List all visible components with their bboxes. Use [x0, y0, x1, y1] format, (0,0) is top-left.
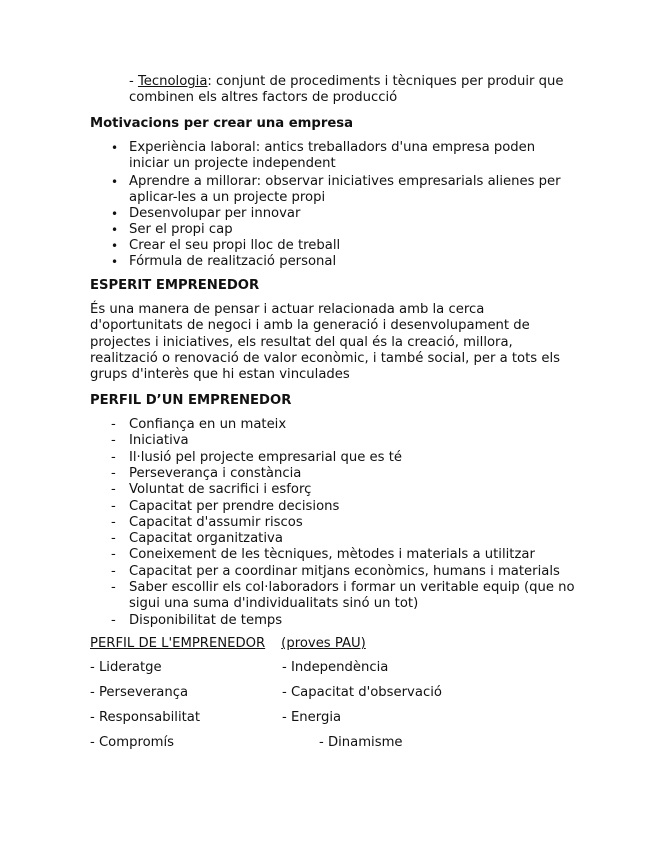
dash-marker: -	[111, 563, 116, 579]
paragraph-line: grups d'interès que hi estan vinculades	[90, 367, 350, 383]
motivacions-heading: Motivacions per crear una empresa	[90, 116, 354, 131]
paragraph-line: projectes i iniciatives, els resultat del qual és la creació, millora,	[90, 334, 513, 350]
dash-marker: -	[111, 433, 116, 449]
perfil-pau-heading	[90, 636, 366, 652]
paragraph-line: És una manera de pensar i actuar relacionada amb la cerca	[90, 302, 485, 317]
trait-left: - Lideratge	[90, 660, 162, 675]
list-item: Iniciativa	[129, 433, 189, 449]
dash-marker: -	[111, 514, 116, 530]
perfil-pau-note: (proves PAU)	[281, 636, 366, 651]
bullet-icon: •	[111, 141, 119, 155]
intro-dash: -	[129, 74, 138, 89]
list-item: Ser el propi cap	[129, 222, 233, 237]
trait-left: - Responsabilitat	[90, 710, 201, 725]
trait-right: - Dinamisme	[319, 735, 403, 750]
list-item: Capacitat organitzativa	[129, 531, 283, 547]
dash-marker: -	[111, 482, 116, 498]
trait-right: - Energia	[282, 710, 342, 725]
list-item: Perseverança i constància	[129, 465, 302, 481]
list-item: aplicar-les a un projecte propi	[129, 190, 326, 205]
bullet-icon: •	[111, 239, 119, 253]
bullet-icon: •	[111, 255, 119, 269]
bullet-icon: •	[111, 223, 119, 237]
dash-marker: -	[111, 465, 116, 481]
list-item: Capacitat per a coordinar mitjans econòmics, humans i materials	[129, 563, 560, 579]
list-item: Experiència laboral: antics treballadors d'una empresa poden	[129, 140, 536, 155]
dash-marker: -	[111, 580, 116, 595]
intro-line-1	[129, 74, 564, 90]
bullet-icon: •	[111, 207, 119, 221]
bullet-icon: •	[111, 175, 119, 189]
dash-marker: -	[111, 547, 116, 563]
trait-right: - Capacitat d'observació	[282, 685, 442, 700]
intro-term: Tecnologia	[137, 74, 208, 89]
paragraph-line: d'oportunitats de negoci i amb la generació i desenvolupament de	[90, 318, 530, 334]
list-item: Voluntat de sacrifici i esforç	[129, 482, 312, 498]
list-item: Capacitat per prendre decisions	[129, 498, 340, 514]
perfil-pau-title: PERFIL DE L'EMPRENEDOR	[90, 636, 266, 651]
perfil-heading: PERFIL D’UN EMPRENEDOR	[90, 393, 292, 408]
dash-marker: -	[111, 417, 116, 432]
trait-right: - Independència	[282, 660, 389, 675]
list-item: Disponibilitat de temps	[129, 612, 283, 628]
list-item: Crear el seu propi lloc de treball	[129, 238, 341, 253]
list-item: Desenvolupar per innovar	[129, 206, 301, 221]
trait-left: - Perseverança	[90, 685, 189, 700]
list-item: Il·lusió pel projecte empresarial que es té	[129, 449, 403, 465]
list-item: Coneixement de les tècniques, mètodes i materials a utilitzar	[129, 547, 535, 563]
dash-marker: -	[111, 531, 116, 547]
dash-marker: -	[111, 498, 116, 514]
list-item: Capacitat d'assumir riscos	[129, 514, 303, 530]
list-item: Saber escollir els col·laboradors i formar un veritable equip (que no	[129, 580, 575, 595]
intro-line-2: combinen els altres factors de producció	[129, 90, 398, 105]
list-item: Aprendre a millorar: observar iniciatives empresarials alienes per	[129, 174, 561, 189]
trait-left: - Compromís	[90, 735, 175, 750]
list-item: iniciar un projecte independent	[129, 156, 336, 171]
paragraph-line: realització o renovació de valor econòmic, i també social, per a tots els	[90, 350, 561, 366]
list-item: Fórmula de realització personal	[129, 254, 337, 269]
esperit-heading: ESPERIT EMPRENEDOR	[90, 278, 260, 293]
intro-text: : conjunt de procediments i tècniques per produir que	[207, 74, 564, 89]
dash-marker: -	[111, 612, 116, 628]
dash-marker: -	[111, 449, 116, 465]
list-item: Confiança en un mateix	[129, 417, 287, 432]
list-item: sigui una suma d'individualitats sinó un tot)	[129, 596, 419, 612]
